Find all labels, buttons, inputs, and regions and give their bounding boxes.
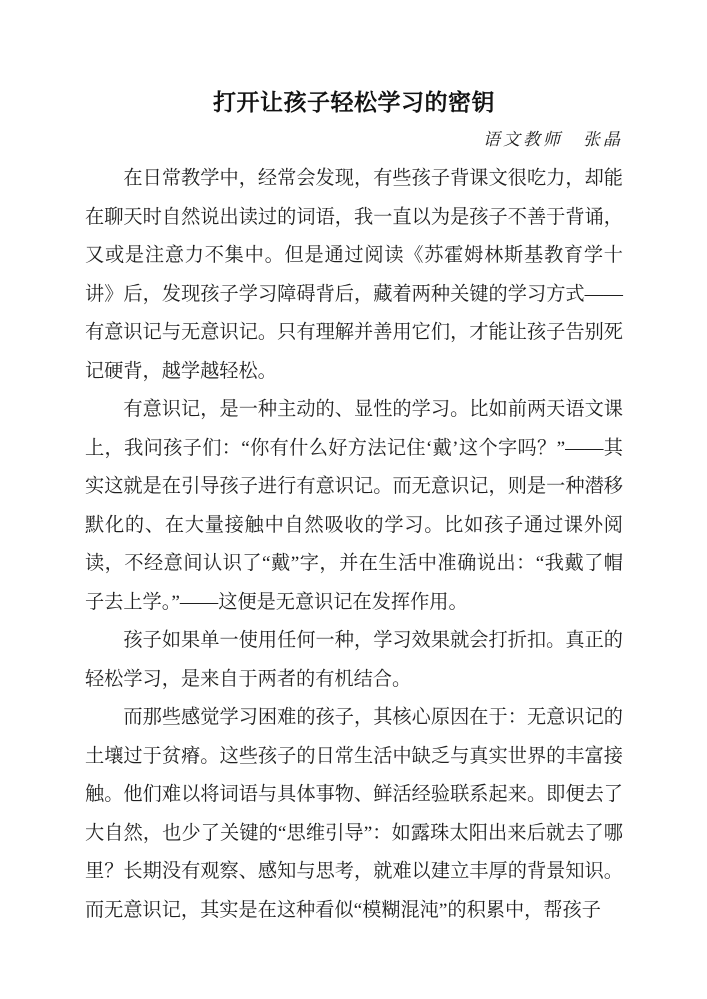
paragraph: 而那些感觉学习困难的孩子，其核心原因在于：无意识记的土壤过于贫瘠。这些孩子的日常生活中缺乏与真实世界的丰富接触。他们难以将词语与具体事物、鲜活经验联系起来。即便去了大自然，也少了关键的“思维引导”：如露珠太阳出来后就去了哪里？长期没有观察、感知与思考，就难以建立丰厚的背景知识。而无意识记，其实是在这种看似“模糊混沌”的积累中，帮孩子: [85, 707, 623, 921]
paragraph: 有意识记，是一种主动的、显性的学习。比如前两天语文课上，我问孩子们：“你有什么好方法记住‘戴’这个字吗？”——其实这就是在引导孩子进行有意识记。而无意识记，则是一种潜移默化的、在大量接触中自然吸收的学习。比如孩子通过课外阅读，不经意间认识了“戴”字，并在生活中准确说出：“我戴了帽子去上学。”——这便是无意识记在发挥作用。: [85, 399, 623, 613]
paragraph: 孩子如果单一使用任何一种，学习效果就会打折扣。真正的轻松学习，是来自于两者的有机结合。: [85, 630, 623, 690]
document-body: [85, 160, 623, 930]
document-title: 打开让孩子轻松学习的密钥: [213, 89, 495, 115]
paragraph: 在日常教学中，经常会发现，有些孩子背课文很吃力，却能在聊天时自然说出读过的词语，我一直以为是孩子不善于背诵，又或是注意力不集中。但是通过阅读《苏霍姆林斯基教育学十讲》后，发现孩子学习障碍背后，藏着两种关键的学习方式——有意识记与无意识记。只有理解并善用它们，才能让孩子告别死记硬背，越学越轻松。: [85, 168, 623, 382]
document-byline: 语文教师 张晶: [483, 130, 623, 149]
